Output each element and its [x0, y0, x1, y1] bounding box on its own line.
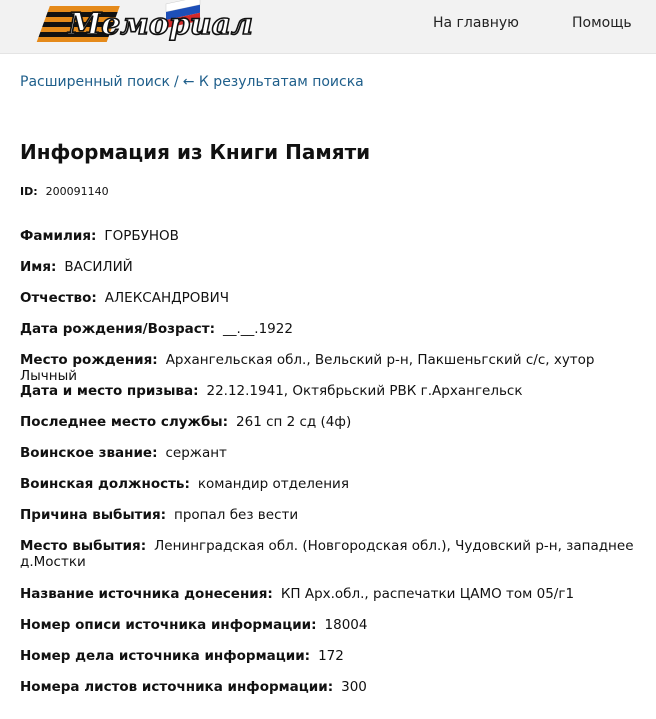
- field-value: ГОРБУНОВ: [104, 228, 179, 244]
- field-inventory-number: [20, 617, 650, 633]
- nav-home-link[interactable]: На главную: [433, 15, 519, 31]
- field-value: 172: [318, 648, 344, 664]
- field-source-name: [20, 586, 650, 602]
- field-value: Ленинградская обл. (Новгородская обл.), Чудовский р-н, западнее д.Мостки: [20, 538, 634, 570]
- field-label: Причина выбытия:: [20, 507, 167, 523]
- field-label: Место рождения:: [20, 352, 158, 368]
- nav-help-link[interactable]: Помощь: [572, 15, 632, 31]
- field-rank: [20, 445, 650, 461]
- field-value: 18004: [324, 617, 368, 633]
- field-value: __.__.1922: [223, 321, 293, 337]
- memorial-logo[interactable]: [34, 0, 254, 48]
- breadcrumb: [20, 74, 364, 90]
- field-conscription: [20, 383, 650, 399]
- field-sheet-numbers: [20, 679, 650, 695]
- logo-graphic: [34, 0, 254, 48]
- field-value: 261 сп 2 сд (4ф): [236, 414, 352, 430]
- field-value: 300: [341, 679, 367, 695]
- field-label: Воинская должность:: [20, 476, 190, 492]
- field-label: Последнее место службы:: [20, 414, 229, 430]
- field-label: Номера листов источника информации:: [20, 679, 334, 695]
- record-id-value: 200091140: [45, 185, 109, 198]
- field-value: пропал без вести: [174, 507, 299, 523]
- field-case-number: [20, 648, 650, 664]
- back-to-results-link[interactable]: ← К результатам поиска: [182, 74, 364, 90]
- record-id: [20, 185, 109, 198]
- field-value: КП Арх.обл., распечатки ЦАМО том 05/г1: [280, 586, 575, 602]
- field-last-service: [20, 414, 650, 430]
- field-label: Отчество:: [20, 290, 97, 306]
- field-label: Номер дела источника информации:: [20, 648, 311, 664]
- field-value: командир отделения: [197, 476, 349, 492]
- field-label: Фамилия:: [20, 228, 97, 244]
- field-label: Имя:: [20, 259, 57, 275]
- record-id-label: ID:: [20, 185, 38, 198]
- field-value: Архангельская обл., Вельский р-н, Пакшеньгский с/с, хутор Лычный: [20, 352, 595, 384]
- field-label: Дата рождения/Возраст:: [20, 321, 215, 337]
- field-first-name: [20, 259, 650, 275]
- breadcrumb-separator: /: [174, 74, 179, 90]
- site-header: [0, 0, 656, 54]
- field-birth-date: [20, 321, 650, 337]
- field-patronymic: [20, 290, 650, 306]
- field-position: [20, 476, 650, 492]
- field-value: АЛЕКСАНДРОВИЧ: [104, 290, 230, 306]
- field-birth-place: [20, 352, 650, 384]
- field-label: Номер описи источника информации:: [20, 617, 317, 633]
- field-value: сержант: [165, 445, 227, 461]
- logo-wordmark: Мемориал: [68, 7, 254, 42]
- field-label: Дата и место призыва:: [20, 383, 199, 399]
- field-label: Воинское звание:: [20, 445, 158, 461]
- field-loss-reason: [20, 507, 650, 523]
- field-loss-place: [20, 538, 650, 570]
- field-surname: [20, 228, 650, 244]
- field-value: 22.12.1941, Октябрьский РВК г.Архангельск: [206, 383, 523, 399]
- field-label: Название источника донесения:: [20, 586, 273, 602]
- advanced-search-link[interactable]: Расширенный поиск: [20, 74, 171, 90]
- field-value: ВАСИЛИЙ: [64, 259, 133, 275]
- field-label: Место выбытия:: [20, 538, 147, 554]
- page-title: Информация из Книги Памяти: [20, 140, 371, 164]
